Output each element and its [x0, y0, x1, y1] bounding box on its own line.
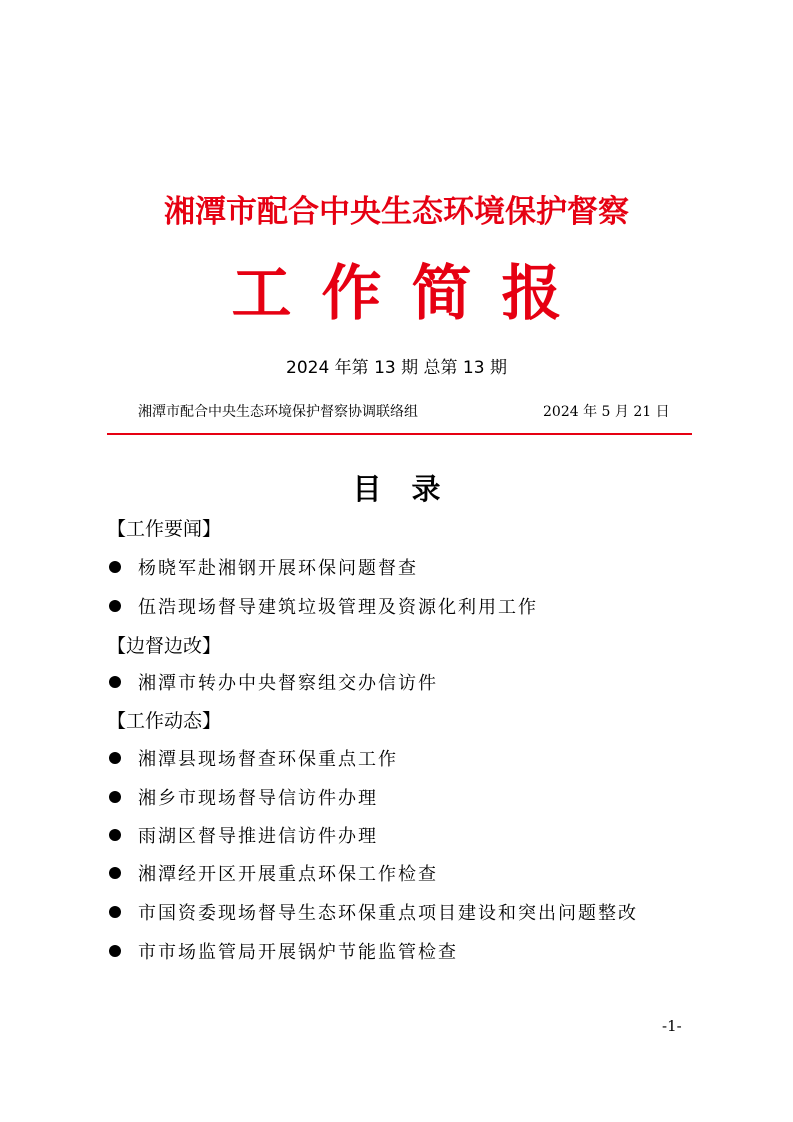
- toc-item-label: 伍浩现场督导建筑垃圾管理及资源化利用工作: [138, 597, 538, 618]
- toc-item: [107, 594, 538, 622]
- issue-date: 2024 年 5 月 21 日: [543, 404, 670, 420]
- bullet-icon: [109, 676, 121, 688]
- toc-section-title: 【边督边改】: [107, 635, 222, 657]
- toc-item: [107, 861, 438, 889]
- toc-item-label: 湘潭市转办中央督察组交办信访件: [138, 673, 438, 694]
- toc-item: [107, 555, 418, 583]
- toc-item: [107, 670, 438, 698]
- toc-item: [107, 823, 378, 851]
- toc-item: [107, 939, 458, 967]
- bullet-icon: [109, 906, 121, 918]
- toc-item: [107, 746, 398, 774]
- bullet-icon: [109, 829, 121, 841]
- page-number: -1-: [662, 1017, 682, 1035]
- toc-item: [107, 785, 378, 813]
- bullet-icon: [109, 791, 121, 803]
- bullet-icon: [109, 752, 121, 764]
- toc-item-label: 市市场监管局开展锅炉节能监管检查: [138, 942, 458, 963]
- toc-item: [107, 900, 638, 928]
- bullet-icon: [109, 945, 121, 957]
- toc-item-label: 湘乡市现场督导信访件办理: [138, 788, 378, 809]
- toc-item-label: 杨晓军赴湘钢开展环保问题督查: [138, 558, 418, 579]
- bulletin-title: 工作简报: [231, 259, 592, 329]
- org-title: 湘潭市配合中央生态环境保护督察: [164, 194, 629, 230]
- issuer-name: 湘潭市配合中央生态环境保护督察协调联络组: [138, 404, 418, 420]
- red-divider: [107, 433, 692, 435]
- toc-section-title: 【工作要闻】: [107, 518, 222, 540]
- bullet-icon: [109, 867, 121, 879]
- toc-section-title: 【工作动态】: [107, 710, 222, 732]
- toc-item-label: 湘潭经开区开展重点环保工作检查: [138, 864, 438, 885]
- bullet-icon: [109, 600, 121, 612]
- bullet-icon: [109, 561, 121, 573]
- toc-item-label: 湘潭县现场督查环保重点工作: [138, 749, 398, 770]
- issue-number: 2024 年第 13 期 总第 13 期: [286, 358, 507, 378]
- toc-heading: 目录: [352, 472, 471, 506]
- toc-item-label: 雨湖区督导推进信访件办理: [138, 826, 378, 847]
- toc-item-label: 市国资委现场督导生态环保重点项目建设和突出问题整改: [138, 903, 638, 924]
